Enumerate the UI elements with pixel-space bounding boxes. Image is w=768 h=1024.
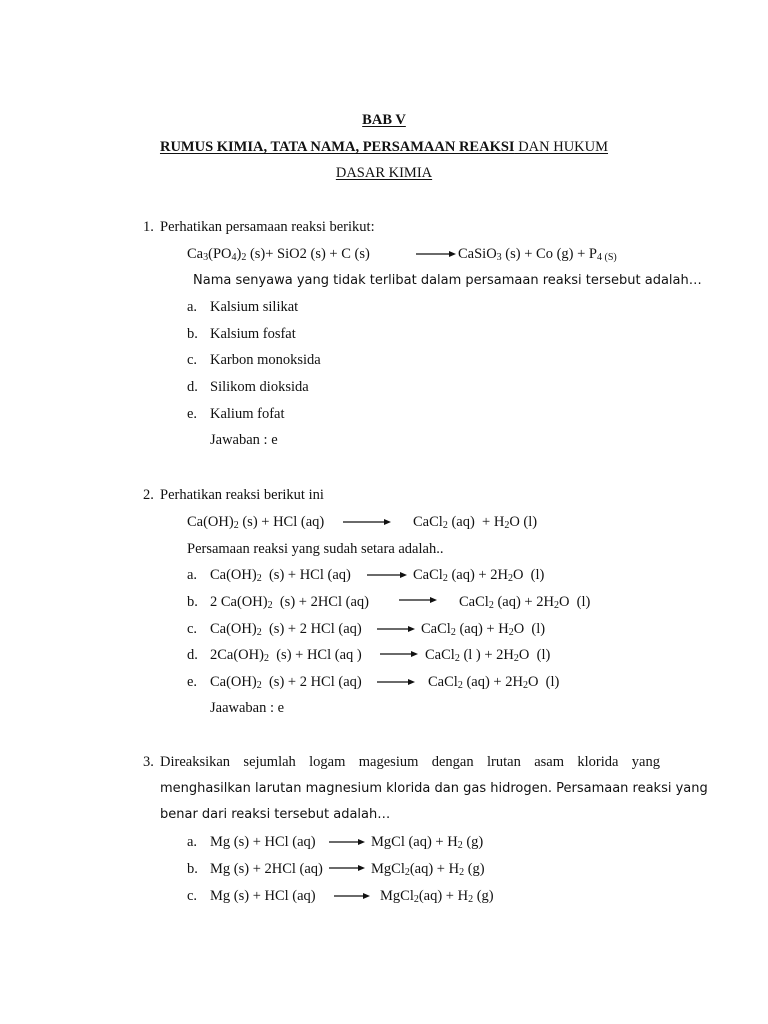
- q1-answer: Jawaban : e: [210, 432, 278, 448]
- q1-option-c-letter: c.: [187, 352, 198, 368]
- q2-option-d-right: CaCl$_2$ (l ) + $2H_2O$ (l): [425, 647, 551, 664]
- chapter-title-line2: DASAR KIMIA: [335, 165, 433, 181]
- q1-question: Nama senyawa yang tidak terlibat dalam persamaan reaksi tersebut adalah…: [193, 273, 702, 288]
- q2-equation-right: CaCl$_2$ $(aq) + H_2O$ (l): [413, 514, 538, 531]
- chapter-title-rest: DAN HUKUM: [514, 139, 609, 155]
- q2-question: Persamaan reaksi yang sudah setara adalah..: [187, 541, 444, 557]
- q3-option-c-arrow-icon: [334, 892, 370, 900]
- q3-text-line3: benar dari reaksi tersebut adalah…: [160, 807, 391, 822]
- q2-option-a-arrow-icon: [367, 571, 407, 579]
- q2-option-b-arrow-icon: [399, 596, 437, 604]
- q2-option-e-arrow-icon: [377, 678, 415, 686]
- q1-option-b-letter: b.: [187, 326, 198, 342]
- q2-option-c-letter: c.: [187, 621, 198, 637]
- q2-option-c-arrow-icon: [377, 625, 415, 633]
- q2-equation-left: $Ca(OH)_2$ (s) + HCl (aq): [187, 514, 325, 531]
- q3-option-a-letter: a.: [187, 834, 198, 850]
- q3-option-a-arrow-icon: [329, 838, 365, 846]
- q3-option-b-arrow-icon: [329, 864, 365, 872]
- q2-option-b-letter: b.: [187, 594, 198, 610]
- q2-option-d-left: $2Ca(OH)_2$ (s) + HCl (aq ): [210, 647, 362, 664]
- q1-option-a: Kalsium silikat: [210, 299, 299, 315]
- q2-prompt: Perhatikan reaksi berikut ini: [160, 487, 324, 503]
- q1-option-c: Karbon monoksida: [210, 352, 321, 368]
- q1-option-e: Kalium fofat: [210, 406, 285, 422]
- chapter-title: [0, 138, 768, 156]
- q3-text-line1: Direaksikan sejumlah logam magesium dengan lrutan asam klorida yang: [160, 754, 660, 770]
- q2-option-d-arrow-icon: [380, 650, 418, 658]
- q1-equation-right: CaSiO$_3$ (s) + Co $(g) + P_{4 (S)}$: [458, 246, 617, 263]
- q2-option-e-letter: e.: [187, 674, 198, 690]
- q1-number: 1.: [143, 219, 154, 235]
- q2-option-b-left: 2 $Ca(OH)_2$ (s) + 2HCl (aq): [210, 594, 369, 611]
- q2-option-e-left: $Ca(OH)_2$ (s) + 2 HCl (aq): [210, 674, 362, 691]
- q1-option-e-letter: e.: [187, 406, 198, 422]
- q3-option-c-letter: c.: [187, 888, 198, 904]
- q3-option-a-right: MgCl $(aq) + H_2$ (g): [371, 834, 484, 851]
- q1-option-a-letter: a.: [187, 299, 198, 315]
- q1-option-d-letter: d.: [187, 379, 198, 395]
- q1-equation-left: $Ca_3(PO_4)_2$ (s)+ SiO2 (s) + C (s): [187, 246, 370, 263]
- q2-option-a-letter: a.: [187, 567, 198, 583]
- q2-option-b-right: CaCl$_2$ $(aq) + 2H_2O$ (l): [459, 594, 591, 611]
- q3-option-c-left: Mg (s) + HCl (aq): [210, 888, 316, 904]
- q3-option-b-right: MgCl$_2$(aq) + $H_2$ (g): [371, 861, 485, 878]
- q2-option-c-right: CaCl$_2$ $(aq) + H_2O$ (l): [421, 621, 546, 638]
- q1-prompt: Perhatikan persamaan reaksi berikut:: [160, 219, 375, 235]
- q1-option-d: Silikom dioksida: [210, 379, 309, 395]
- q2-option-a-left: $Ca(OH)_2$ (s) + HCl (aq): [210, 567, 351, 584]
- q2-option-c-left: $Ca(OH)_2$ (s) + 2 HCl (aq): [210, 621, 362, 638]
- chapter-title-bold: RUMUS KIMIA, TATA NAMA, PERSAMAAN REAKSI: [159, 139, 515, 155]
- q2-arrow-icon: [343, 518, 391, 526]
- chapter-heading: BAB V: [362, 112, 406, 128]
- q2-number: 2.: [143, 487, 154, 503]
- q3-option-a-left: Mg (s) + HCl (aq): [210, 834, 316, 850]
- q1-option-b: Kalsium fosfat: [210, 326, 296, 342]
- q1-arrow-icon: [416, 250, 456, 258]
- q3-option-b-left: Mg (s) + 2HCl (aq): [210, 861, 323, 877]
- q2-option-d-letter: d.: [187, 647, 198, 663]
- q2-option-a-right: CaCl$_2$ $(aq) + 2H_2O$ (l): [413, 567, 545, 584]
- q3-number: 3.: [143, 754, 154, 770]
- q3-text-line2: menghasilkan larutan magnesium klorida dan gas hidrogen. Persamaan reaksi yang: [160, 781, 708, 796]
- q3-option-c-right: MgCl$_2$(aq) + $H_2$ (g): [380, 888, 494, 905]
- q2-answer: Jaawaban : e: [210, 700, 285, 716]
- q2-option-e-right: CaCl$_2$ $(aq) + 2H_2O$ (l): [428, 674, 560, 691]
- q3-option-b-letter: b.: [187, 861, 198, 877]
